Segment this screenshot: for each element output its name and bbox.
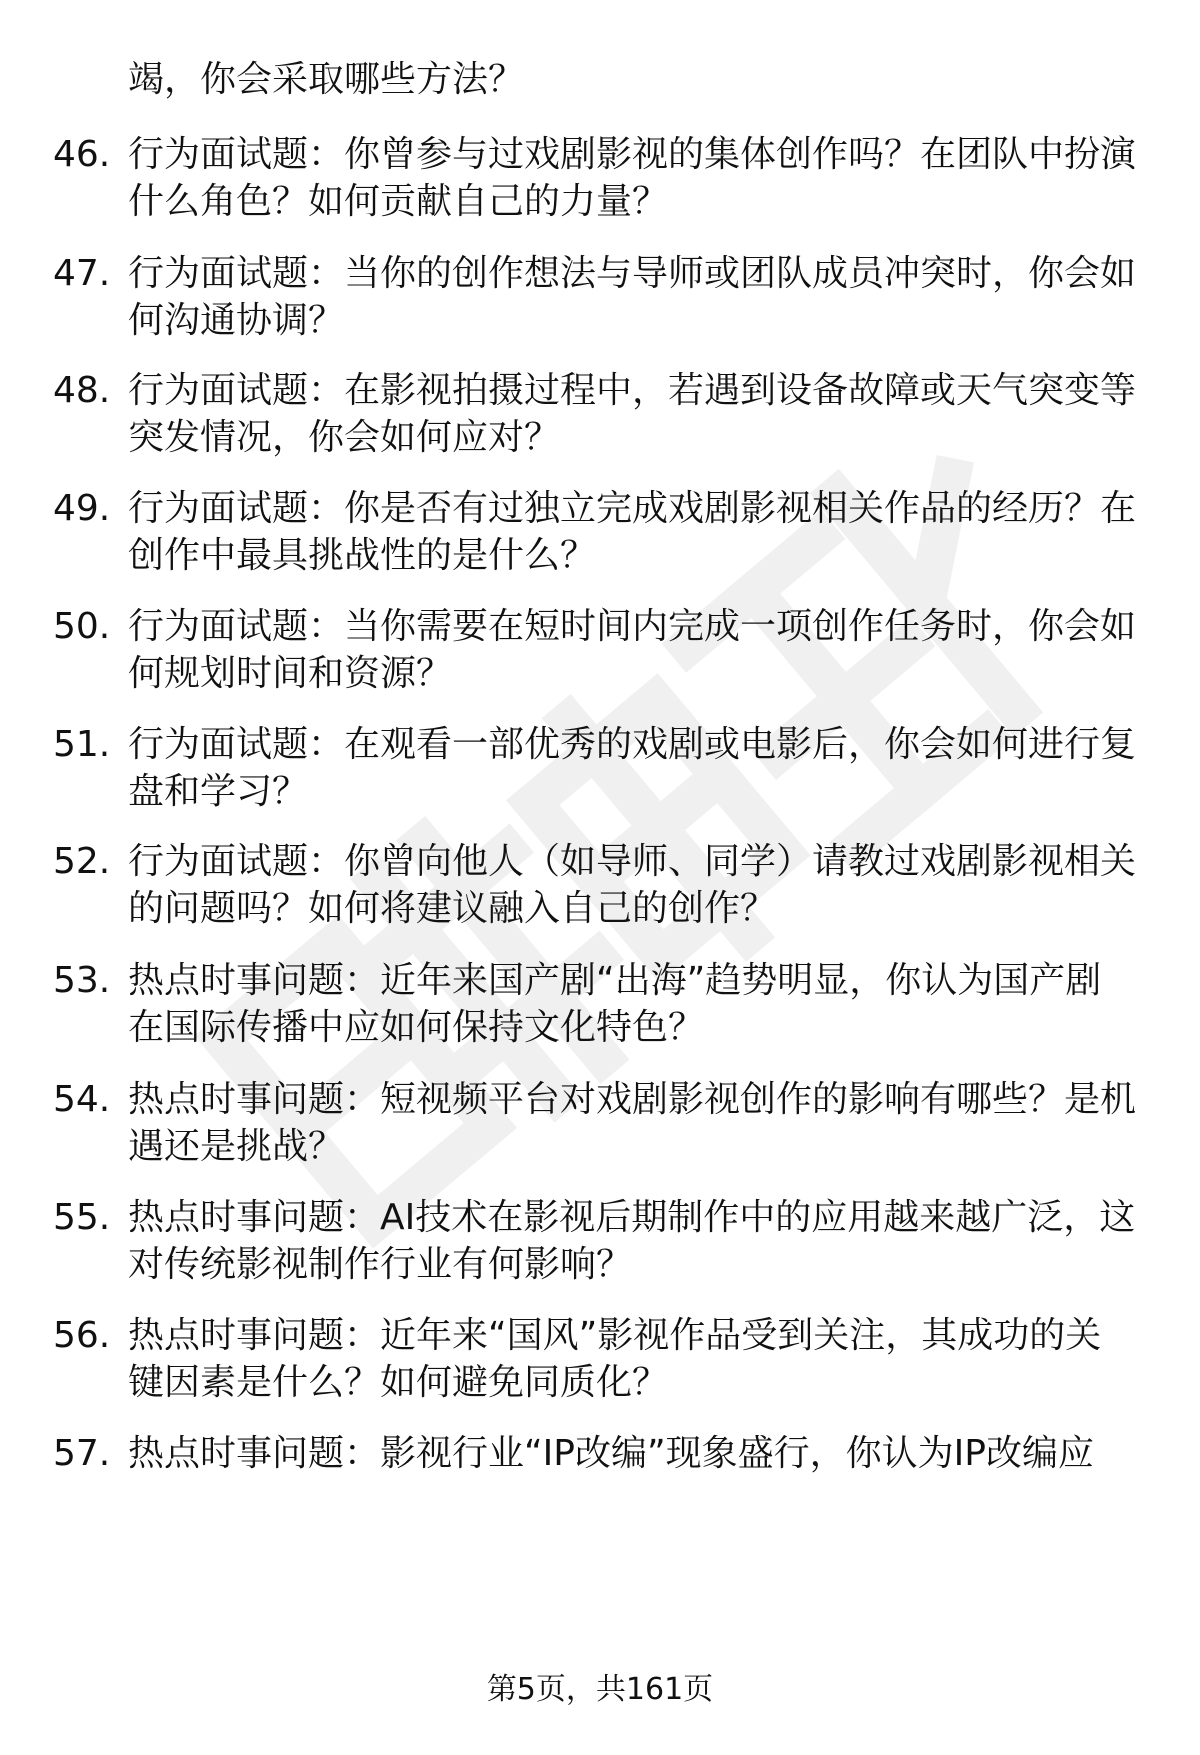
item-text-line: 行为面试题：在观看一部优秀的戏剧或电影后，你会如何进行复 [128, 724, 1137, 765]
item-text-line: 创作中最具挑战性的是什么？ [128, 535, 597, 576]
item-text-line: 遇还是挑战？ [128, 1126, 345, 1167]
item-number: 46. [53, 134, 111, 175]
continuation-line: 竭，你会采取哪些方法？ [128, 59, 525, 100]
item-text [128, 838, 1148, 932]
item-text-line: 行为面试题：当你需要在短时间内完成一项创作任务时，你会如 [128, 606, 1137, 647]
item-number: 53. [53, 960, 111, 1001]
item-text [128, 1430, 1148, 1477]
item-number: 55. [53, 1197, 111, 1238]
item-text [128, 131, 1148, 225]
item-text-line: 对传统影视制作行业有何影响？ [128, 1244, 633, 1285]
item-text [128, 1076, 1148, 1170]
item-number: 57. [53, 1433, 111, 1474]
item-number: 47. [53, 253, 111, 294]
item-number: 54. [53, 1079, 111, 1120]
item-text [128, 250, 1148, 344]
item-text-line: 热点时事问题：影视行业“IP改编”现象盛行，你认为IP改编应 [128, 1433, 1094, 1474]
item-text-line: 热点时事问题：AI技术在影视后期制作中的应用越来越广泛，这 [128, 1197, 1136, 1238]
item-text-line: 何规划时间和资源？ [128, 653, 453, 694]
item-text-line: 的问题吗？如何将建议融入自己的创作？ [128, 888, 777, 929]
item-text-line: 行为面试题：你曾向他人（如导师、同学）请教过戏剧影视相关 [128, 841, 1137, 882]
item-text [128, 367, 1148, 461]
item-text [128, 485, 1148, 579]
item-text-line: 热点时事问题：近年来国产剧“出海”趋势明显，你认为国产剧 [128, 960, 1102, 1001]
page-footer: 第5页，共161页 [486, 1672, 714, 1707]
item-number: 48. [53, 370, 111, 411]
item-number: 50. [53, 606, 111, 647]
item-text [128, 1312, 1148, 1406]
item-text-line: 突发情况，你会如何应对？ [128, 417, 561, 458]
item-text [128, 1194, 1148, 1288]
item-text [128, 603, 1148, 697]
item-text-line: 热点时事问题：近年来“国风”影视作品受到关注，其成功的关 [128, 1315, 1102, 1356]
item-number: 52. [53, 841, 111, 882]
item-text-line: 行为面试题：当你的创作想法与导师或团队成员冲突时，你会如 [128, 253, 1137, 294]
item-number: 51. [53, 724, 111, 765]
item-text-line: 行为面试题：你曾参与过戏剧影视的集体创作吗？在团队中扮演 [128, 134, 1137, 175]
item-text-line: 行为面试题：你是否有过独立完成戏剧影视相关作品的经历？在 [128, 488, 1137, 529]
item-number: 56. [53, 1315, 111, 1356]
item-text-line: 键因素是什么？如何避免同质化？ [128, 1362, 669, 1403]
item-number: 49. [53, 488, 111, 529]
item-text-line: 热点时事问题：短视频平台对戏剧影视创作的影响有哪些？是机 [128, 1079, 1137, 1120]
item-text-line: 在国际传播中应如何保持文化特色？ [128, 1007, 705, 1048]
item-text-line: 什么角色？如何贡献自己的力量？ [128, 181, 669, 222]
item-text-line: 何沟通协调？ [128, 300, 345, 341]
item-text-line: 行为面试题：在影视拍摄过程中，若遇到设备故障或天气突变等 [128, 370, 1137, 411]
item-text-line: 盘和学习？ [128, 771, 309, 812]
item-text [128, 957, 1148, 1051]
item-text [128, 721, 1148, 815]
